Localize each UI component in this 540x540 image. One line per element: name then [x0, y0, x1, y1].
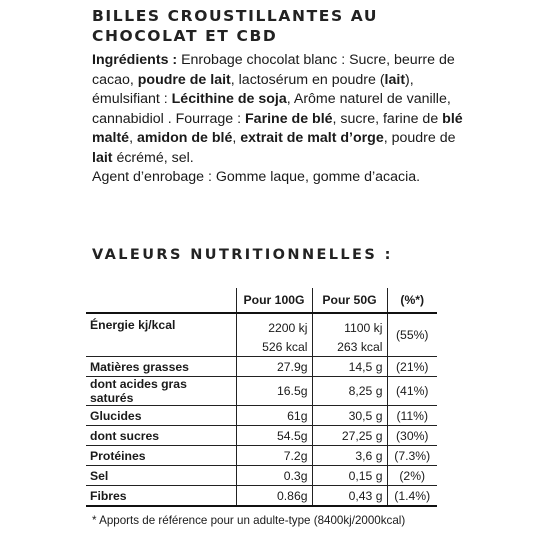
value-percent: (30%) [387, 426, 437, 446]
allergen: blé malté [92, 110, 463, 146]
table-row [86, 377, 437, 406]
value-50g: 8,25 g [312, 377, 387, 406]
row-label: Énergie kj/kcal [90, 318, 176, 332]
value-100g: 7.2g [236, 446, 312, 466]
value-100g: 16.5g [236, 377, 312, 406]
row-label: Sel [86, 466, 236, 486]
nutrition-table [86, 288, 437, 507]
energy-kcal-50: 263 kcal [312, 337, 387, 357]
table-row [86, 446, 437, 466]
table-row-energy [86, 313, 437, 337]
value-50g: 0,43 g [312, 486, 387, 507]
ingredient-text: , sucre, farine de [332, 110, 443, 127]
value-percent: (1.4%) [387, 486, 437, 507]
value-50g: 30,5 g [312, 406, 387, 426]
ingredient-text: ), émulsifiant : [92, 71, 414, 107]
table-row [86, 466, 437, 486]
value-percent: (2%) [387, 466, 437, 486]
value-100g: 27.9g [236, 357, 312, 377]
header-per-50g: Pour 50G [312, 288, 387, 313]
header-percent: (%*) [387, 288, 437, 313]
table-row [86, 426, 437, 446]
value-percent: (7.3%) [387, 446, 437, 466]
allergen: poudre de lait [137, 71, 231, 88]
energy-percent: (55%) [387, 313, 437, 357]
header-per-100g: Pour 100G [236, 288, 312, 313]
table-row [86, 486, 437, 507]
product-title-line-2: CHOCOLAT ET CBD [92, 27, 278, 45]
product-title [92, 6, 492, 46]
value-percent: (21%) [387, 357, 437, 377]
header-empty [86, 288, 236, 313]
energy-kcal-100: 526 kcal [236, 337, 312, 357]
value-100g: 0.86g [236, 486, 312, 507]
allergen: amidon de blé [136, 130, 233, 146]
footnote: * Apports de référence pour un adulte-type (8400kj/2000kcal) [92, 514, 406, 527]
ingredient-text: , [232, 130, 241, 146]
row-label: dont acides gras saturés [86, 377, 236, 406]
ingredient-text: , poudre de [383, 130, 456, 146]
value-percent: (11%) [387, 406, 437, 426]
value-100g: 54.5g [236, 426, 312, 446]
table-row [86, 406, 437, 426]
ingredient-text: , Arôme naturel de vanille, cannabidiol . Fourrage : [92, 91, 451, 127]
ingredient-text: , lactosérum en poudre ( [230, 71, 385, 88]
ingredients-label: Ingrédients : [92, 52, 178, 68]
table-row-energy-kcal [86, 337, 437, 357]
ingredient-text: Enrobage chocolat blanc : Sucre, beurre de cacao, [92, 52, 455, 88]
allergen: lait [92, 149, 113, 166]
value-50g: 0,15 g [312, 466, 387, 486]
ingredient-text: écrémé, sel. [112, 149, 194, 166]
value-percent: (41%) [387, 377, 437, 406]
table-row [86, 357, 437, 377]
allergen: Lécithine de soja [171, 91, 287, 107]
table-header-row [86, 288, 437, 313]
ingredients-paragraph [92, 51, 472, 168]
allergen: lait [384, 71, 406, 88]
value-100g: 0.3g [236, 466, 312, 486]
value-50g: 14,5 g [312, 357, 387, 377]
row-label-empty [86, 337, 236, 357]
row-label: Protéines [86, 446, 236, 466]
product-title-line-1: BILLES CROUSTILLANTES AU [92, 7, 379, 25]
ingredients-text [92, 51, 472, 188]
row-label: Fibres [86, 486, 236, 507]
energy-kj-100: 2200 kj [236, 313, 312, 337]
energy-kj-50: 1100 kj [312, 313, 387, 337]
value-50g: 3,6 g [312, 446, 387, 466]
allergen: extrait de malt d’orge [240, 130, 384, 146]
nutrition-title: VALEURS NUTRITIONNELLES : [92, 247, 393, 263]
ingredient-text: , [129, 130, 137, 146]
allergen: Farine de blé [245, 110, 333, 127]
row-label: Glucides [86, 406, 236, 426]
value-50g: 27,25 g [312, 426, 387, 446]
coating-agent-text: Agent d’enrobage : Gomme laque, gomme d’acacia. [92, 169, 421, 185]
value-100g: 61g [236, 406, 312, 426]
row-label: Matières grasses [86, 357, 236, 377]
row-label: dont sucres [86, 426, 236, 446]
